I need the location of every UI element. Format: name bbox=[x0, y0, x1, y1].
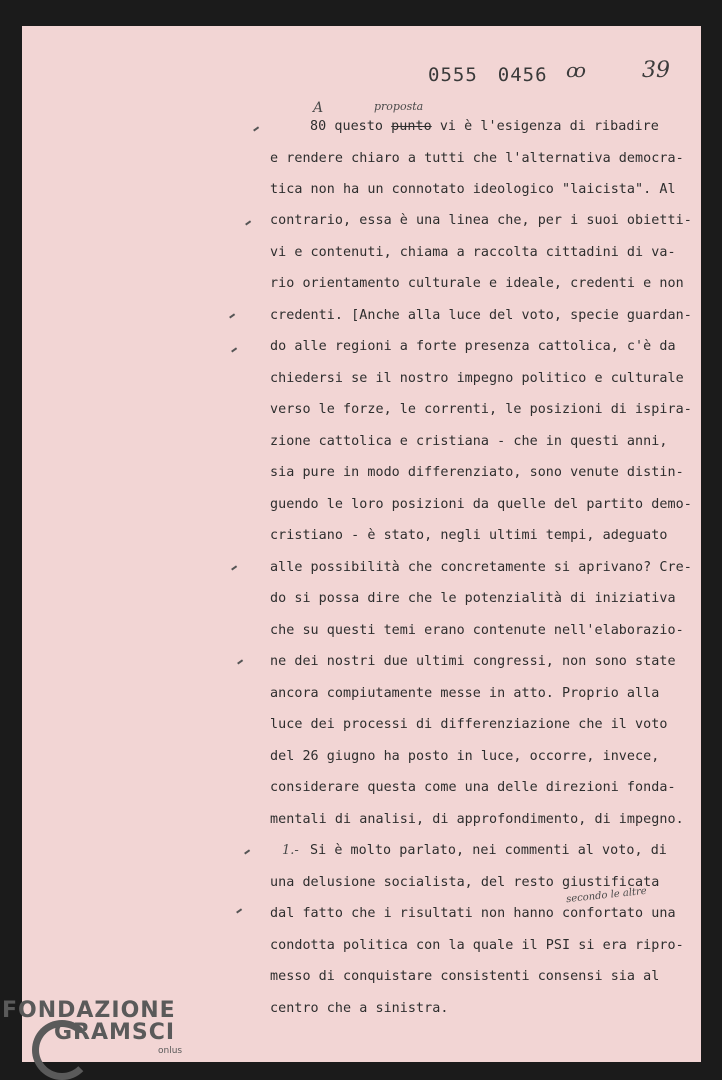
page-number: 39 bbox=[642, 58, 670, 83]
watermark-logo bbox=[2, 1000, 176, 1044]
text-line: ne dei nostri due ultimi congressi, non sono state bbox=[270, 654, 676, 669]
text-line: ancora compiutamente messe in atto. Proprio alla bbox=[270, 686, 660, 701]
text-line: do si possa dire che le potenzialità di iniziativa bbox=[270, 591, 676, 606]
line-number: 80 bbox=[310, 119, 327, 134]
text-line: vi e contenuti, chiama a raccolta cittadini di va- bbox=[270, 245, 676, 260]
text-line: e rendere chiaro a tutti che l'alternativa democra- bbox=[270, 151, 684, 166]
text-line bbox=[310, 119, 659, 134]
text-line: Si è molto parlato, nei commenti al voto, di bbox=[310, 843, 667, 858]
text-line: considerare questa come una delle direzioni fonda- bbox=[270, 780, 676, 795]
text-line: dal fatto che i risultati non hanno confortato una bbox=[270, 906, 676, 921]
text-line: condotta politica con la quale il PSI si era ripro- bbox=[270, 938, 684, 953]
numeral-annotation: 1.- bbox=[282, 843, 299, 858]
text-fragment: vi è l'esigenza di ribadire bbox=[431, 119, 659, 134]
text-line: cristiano - è stato, negli ultimi tempi, adeguato bbox=[270, 528, 668, 543]
archive-number-2: 0456 bbox=[497, 64, 548, 86]
watermark-line-2: GRAMSCI bbox=[54, 1020, 176, 1045]
text-line: sia pure in modo differenziato, sono venute distin- bbox=[270, 465, 684, 480]
watermark-line-1: FONDAZIONE bbox=[2, 998, 176, 1023]
text-line: do alle regioni a forte presenza cattolica, c'è da bbox=[270, 339, 676, 354]
text-line: verso le forze, le correnti, le posizioni di ispira- bbox=[270, 402, 692, 417]
text-line: luce dei processi di differenziazione che il voto bbox=[270, 717, 668, 732]
text-line: guendo le loro posizioni da quelle del partito demo- bbox=[270, 497, 692, 512]
paragraph-marker-annotation: A bbox=[313, 100, 324, 116]
proposta-annotation: proposta bbox=[374, 100, 424, 113]
text-line: contrario, essa è una linea che, per i suoi obietti- bbox=[270, 213, 692, 228]
text-line: una delusione socialista, del resto giustificata bbox=[270, 875, 660, 890]
text-line: rio orientamento culturale e ideale, credenti e non bbox=[270, 276, 684, 291]
handwritten-scribble: ꝏ bbox=[566, 58, 586, 82]
struck-word: punto bbox=[391, 119, 432, 134]
text-line: alle possibilità che concretamente si aprivano? Cre- bbox=[270, 560, 692, 575]
text-line: che su questi temi erano contenute nell'elaborazio- bbox=[270, 623, 684, 638]
text-line: tica non ha un connotato ideologico "laicista". Al bbox=[270, 182, 676, 197]
text-line: mentali di analisi, di approfondimento, di impegno. bbox=[270, 812, 684, 827]
text-line: messo di conquistare consistenti consensi sia al bbox=[270, 969, 660, 984]
text-line: zione cattolica e cristiana - che in questi anni, bbox=[270, 434, 668, 449]
text-fragment: questo bbox=[326, 119, 392, 134]
secondo-le-altre-annotation: secondo le altre bbox=[565, 885, 648, 906]
text-line: chiedersi se il nostro impegno politico e culturale bbox=[270, 371, 684, 386]
archive-number-1: 0555 bbox=[428, 64, 478, 86]
text-line: del 26 giugno ha posto in luce, occorre, invece, bbox=[270, 749, 660, 764]
text-line: credenti. [Anche alla luce del voto, specie guardan- bbox=[270, 308, 692, 323]
archive-number bbox=[428, 64, 568, 86]
watermark-subtitle: onlus bbox=[158, 1046, 183, 1056]
text-line: centro che a sinistra. bbox=[270, 1001, 449, 1016]
